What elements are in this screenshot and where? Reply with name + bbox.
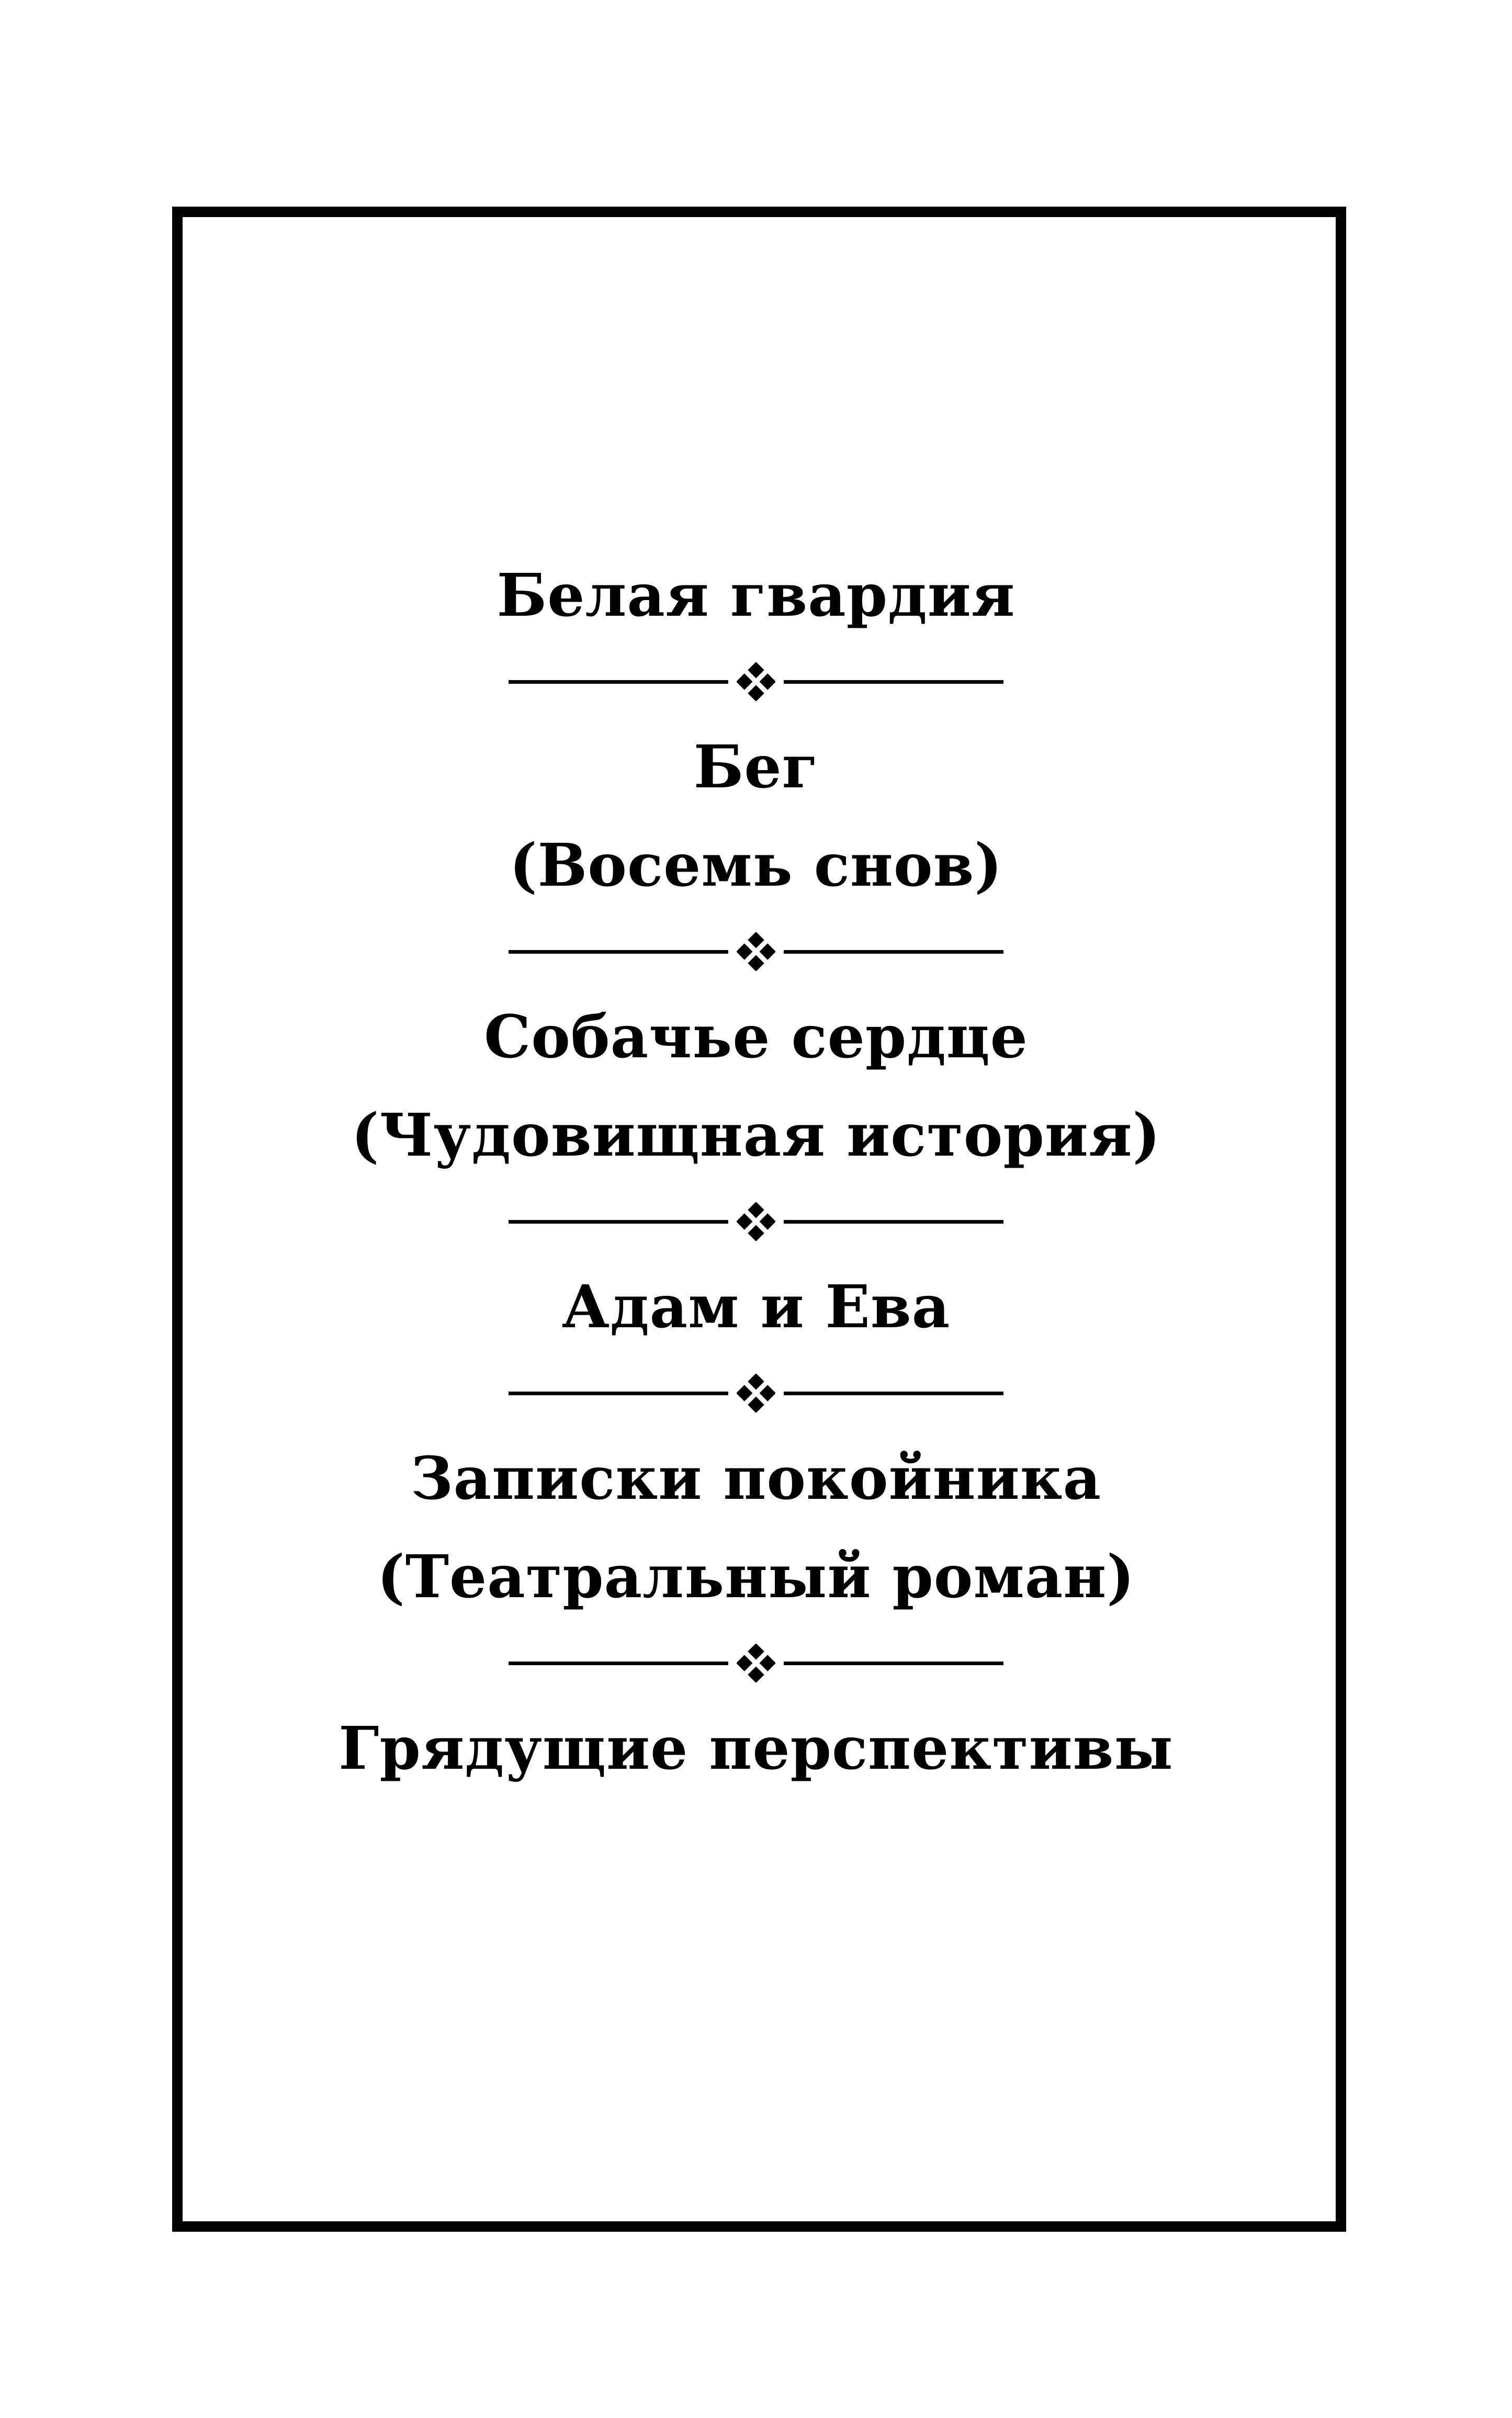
divider-rule-left	[509, 1220, 728, 1224]
divider-rule-right	[784, 1392, 1003, 1395]
entry-title: Собачье сердце	[484, 1003, 1028, 1071]
ornament-divider	[509, 915, 1003, 988]
ornament-divider	[509, 1185, 1003, 1258]
entry-subtitle: (Чудовищная история)	[351, 1101, 1161, 1170]
diamond-ornament-icon	[737, 1644, 775, 1682]
divider-rule-left	[509, 1392, 728, 1395]
table-of-contents	[0, 547, 1512, 1798]
contents-entry-belaya-gvardiya	[497, 547, 1015, 645]
diamond-ornament-icon	[737, 932, 775, 971]
divider-rule-left	[509, 1662, 728, 1665]
contents-entry-beg	[510, 718, 1003, 915]
divider-rule-right	[784, 1662, 1003, 1665]
entry-subtitle: (Театральный роман)	[377, 1543, 1135, 1611]
entry-title: Грядущие перспективы	[338, 1714, 1174, 1783]
contents-entry-gryadushchie-perspektivy	[338, 1700, 1174, 1798]
entry-title: Белая гвардия	[497, 561, 1015, 630]
divider-rule-right	[784, 950, 1003, 954]
contents-entry-adam-i-eva	[562, 1258, 951, 1357]
ornament-divider	[509, 1357, 1003, 1430]
contents-entry-zapiski-pokoynika	[377, 1430, 1135, 1626]
entry-title: Адам и Ева	[561, 1273, 951, 1341]
ornament-divider	[509, 645, 1003, 718]
divider-rule-left	[509, 950, 728, 954]
entry-title: Бег	[693, 733, 819, 801]
divider-rule-right	[784, 1220, 1003, 1224]
entry-title: Записки покойника	[410, 1444, 1102, 1513]
diamond-ornament-icon	[737, 1202, 775, 1241]
entry-subtitle: (Восемь снов)	[509, 831, 1003, 900]
divider-rule-left	[509, 680, 728, 684]
diamond-ornament-icon	[737, 1374, 775, 1413]
divider-rule-right	[784, 680, 1003, 684]
diamond-ornament-icon	[737, 662, 775, 701]
contents-entry-sobachye-serdtse	[351, 988, 1160, 1185]
ornament-divider	[509, 1626, 1003, 1700]
